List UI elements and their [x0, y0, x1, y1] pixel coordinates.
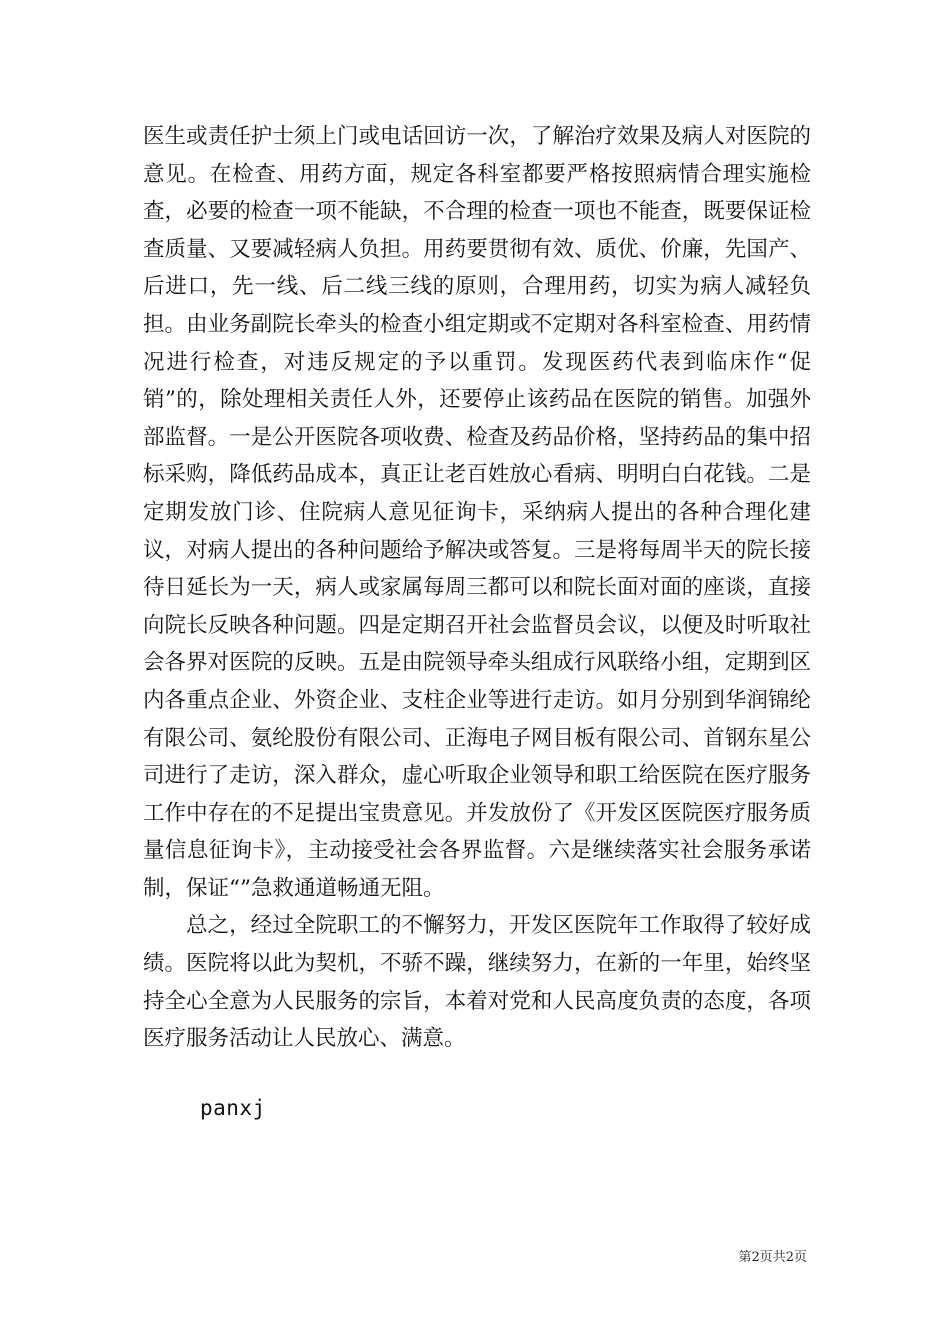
page-number-footer: 第2页共2页	[738, 1250, 807, 1265]
document-body	[143, 118, 811, 1058]
paragraph-continuation: 医生或责任护士须上门或电话回访一次，了解治疗效果及病人对医院的意见。在检查、用药方面，规定各科室都要严格按照病情合理实施检查，必要的检查一项不能缺，不合理的检查一项也不能查，既要保证检查质量、又要减轻病人负担。用药要贯彻有效、质优、价廉，先国产、后进口，先一线、后二线三线的原则，合理用药，切实为病人减轻负担。由业务副院长牵头的检查小组定期或不定期对各科室检查、用药情况进行检查，对违反规定的予以重罚。发现医药代表到临床作“促销”的，除处理相关责任人外，还要停止该药品在医院的销售。加强外部监督。一是公开医院各项收费、检查及药品价格，坚持药品的集中招标采购，降低药品成本，真正让老百姓放心看病、明明白白花钱。二是定期发放门诊、住院病人意见征询卡，采纳病人提出的各种合理化建议，对病人提出的各种问题给予解决或答复。三是将每周半天的院长接待日延长为一天，病人或家属每周三都可以和院长面对面的座谈，直接向院长反映各种问题。四是定期召开社会监督员会议，以便及时听取社会各界对医院的反映。五是由院领导牵头组成行风联络小组，定期到区内各重点企业、外资企业、支柱企业等进行走访。如月分别到华润锦纶有限公司、氨纶股份有限公司、正海电子网目板有限公司、首钢东星公司进行了走访，深入群众，虚心听取企业领导和职工给医院在医疗服务工作中存在的不足提出宝贵意见。并发放份了《开发区医院医疗服务质量信息征询卡》，主动接受社会各界监督。六是继续落实社会服务承诺制，保证“”急救通道畅通无阻。	[143, 124, 811, 901]
author-signature: panxj	[200, 1096, 266, 1120]
paragraph-conclusion: 总之，经过全院职工的不懈努力，开发区医院年工作取得了较好成绩。医院将以此为契机，不骄不躁，继续努力，在新的一年里，始终坚持全心全意为人民服务的宗旨，本着对党和人民高度负责的态度，各项医疗服务活动让人民放心、满意。	[143, 913, 811, 1052]
